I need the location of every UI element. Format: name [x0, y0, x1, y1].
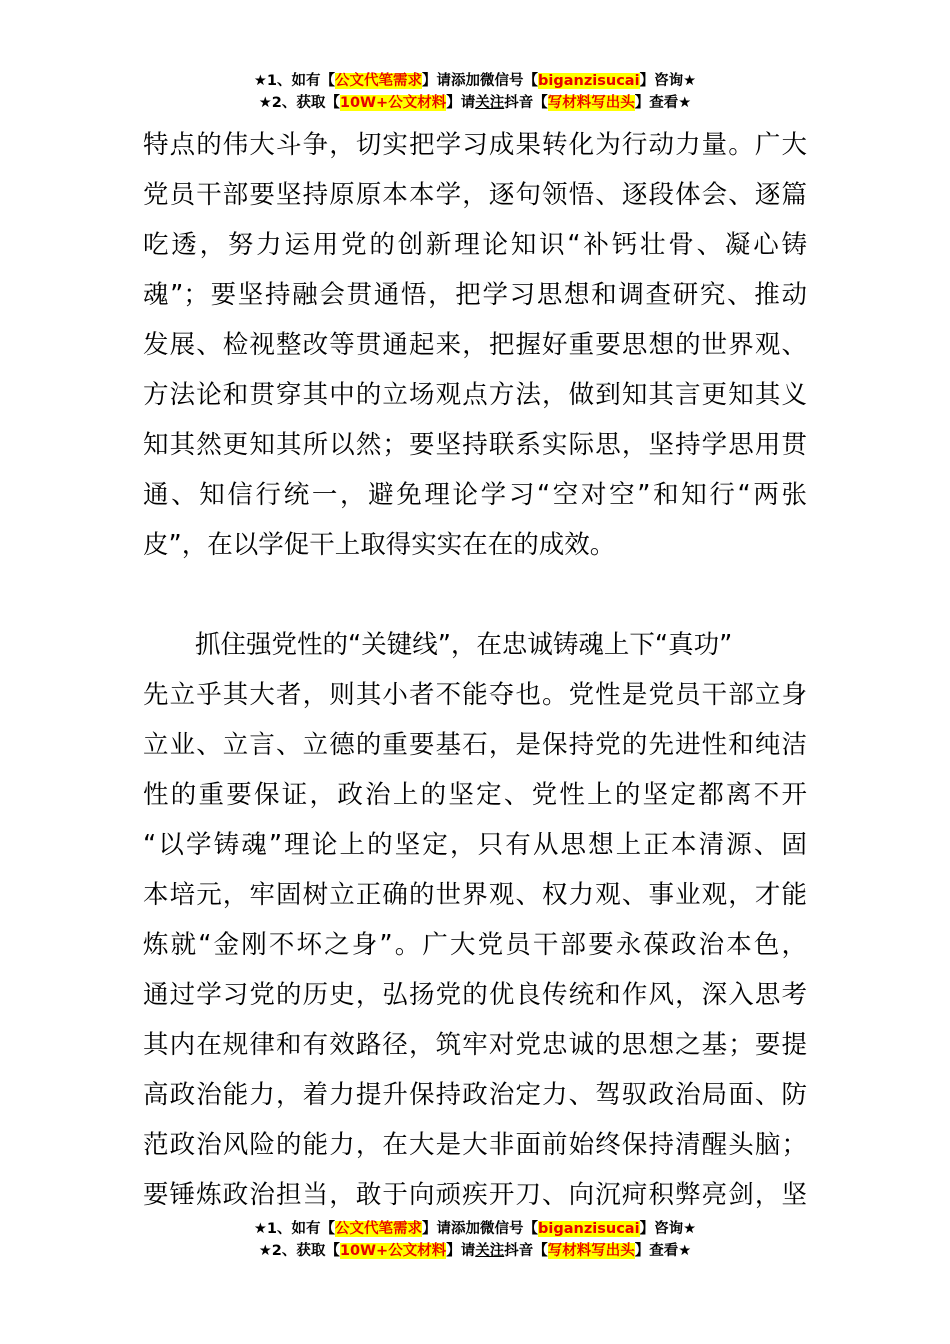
banner-text: ★2、获取【 — [258, 1243, 340, 1259]
text-line: 魂”；要坚持融会贯通悟，把学习思想和调查研究、推动 — [143, 280, 807, 310]
banner-line-2 — [0, 1240, 950, 1262]
text-line: “以学铸魂”理论上的坚定，只有从思想上正本清源、固 — [143, 830, 807, 860]
banner-line-1 — [0, 1218, 950, 1240]
banner-text: 抖音【 — [504, 1243, 548, 1259]
banner-line-2 — [0, 92, 950, 114]
text-line: 吃透，努力运用党的创新理论知识“补钙壮骨、凝心铸 — [143, 230, 807, 260]
text-line: 发展、检视整改等贯通起来，把握好重要思想的世界观、 — [143, 330, 807, 360]
highlight-douyin-account: 写材料写出头 — [547, 95, 635, 111]
banner-text: 】请添加微信号【 — [422, 73, 539, 89]
paragraph-1 — [143, 120, 807, 570]
text-line: 通过学习党的历史，弘扬党的优良传统和作风，深入思考 — [143, 980, 807, 1010]
banner-text: ★1、如有【 — [253, 73, 336, 89]
banner-text: ★2、获取【 — [258, 95, 340, 111]
highlight-wechat-id: biganzisucai — [538, 73, 640, 89]
paragraph-2 — [143, 620, 807, 1220]
text-line: 炼就“金刚不坏之身”。广大党员干部要永葆政治本色， — [143, 930, 807, 960]
highlight-wechat-id: biganzisucai — [538, 1221, 640, 1237]
text-line: 范政治风险的能力，在大是大非面前始终保持清醒头脑； — [143, 1130, 807, 1160]
underlined-follow: 关注 — [475, 1243, 505, 1259]
text-line: 先立乎其大者，则其小者不能夺也。党性是党员干部立身 — [143, 680, 807, 710]
highlight-materials: 10W+公文材料 — [339, 1243, 447, 1259]
banner-text: 】查看★ — [634, 95, 692, 111]
footer-banner — [0, 1218, 950, 1262]
banner-text: ★1、如有【 — [253, 1221, 336, 1237]
highlight-douyin-account: 写材料写出头 — [547, 1243, 635, 1259]
banner-text: 】查看★ — [634, 1243, 692, 1259]
highlight-service: 公文代笔需求 — [335, 73, 423, 89]
document-body — [143, 120, 807, 1220]
text-line: 党员干部要坚持原原本本学，逐句领悟、逐段体会、逐篇 — [143, 180, 807, 210]
banner-text: 】咨询★ — [639, 1221, 697, 1237]
text-line: 性的重要保证，政治上的坚定、党性上的坚定都离不开 — [143, 780, 807, 810]
banner-text: 】咨询★ — [639, 73, 697, 89]
banner-text: 抖音【 — [504, 95, 548, 111]
text-line: 方法论和贯穿其中的立场观点方法，做到知其言更知其义 — [143, 380, 807, 410]
highlight-service: 公文代笔需求 — [335, 1221, 423, 1237]
highlight-materials: 10W+公文材料 — [339, 95, 447, 111]
text-line: 特点的伟大斗争，切实把学习成果转化为行动力量。广大 — [143, 130, 807, 160]
banner-text: 】请 — [446, 1243, 476, 1259]
text-line: 皮”，在以学促干上取得实实在在的成效。 — [143, 530, 616, 560]
text-line: 要锤炼政治担当，敢于向顽疾开刀、向沉疴积弊亮剑，坚 — [143, 1180, 807, 1210]
banner-line-1 — [0, 70, 950, 92]
banner-text: 】请添加微信号【 — [422, 1221, 539, 1237]
banner-text: 】请 — [446, 95, 476, 111]
paragraph-spacer — [143, 570, 807, 620]
text-line: 高政治能力，着力提升保持政治定力、驾驭政治局面、防 — [143, 1080, 807, 1110]
text-line: 知其然更知其所以然；要坚持联系实际思，坚持学思用贯 — [143, 430, 807, 460]
text-line: 立业、立言、立德的重要基石，是保持党的先进性和纯洁 — [143, 730, 807, 760]
text-line: 其内在规律和有效路径，筑牢对党忠诚的思想之基；要提 — [143, 1030, 807, 1060]
text-line: 通、知信行统一，避免理论学习“空对空”和知行“两张 — [143, 480, 807, 510]
underlined-follow: 关注 — [475, 95, 505, 111]
header-banner — [0, 70, 950, 114]
text-line: 本培元，牢固树立正确的世界观、权力观、事业观，才能 — [143, 880, 807, 910]
section-heading: 抓住强党性的“关键线”，在忠诚铸魂上下“真功” — [195, 630, 733, 660]
